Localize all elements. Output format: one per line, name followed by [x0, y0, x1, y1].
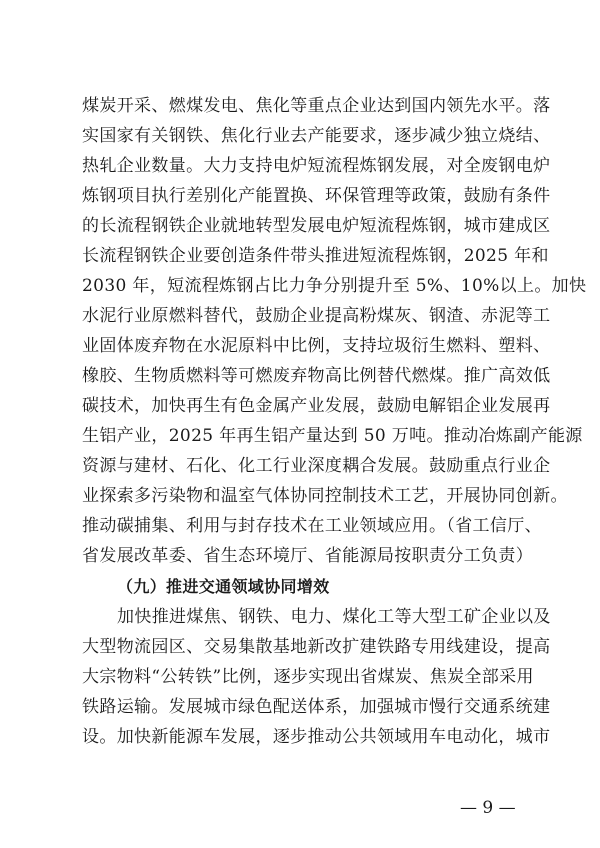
body-text-line: 铁路运输。发展城市绿色配送体系，加强城市慢行交通系统建	[82, 697, 551, 717]
body-text-line: 的长流程钢铁企业就地转型发展电炉短流程炼钢，城市建成区	[82, 216, 551, 236]
body-text-line: 橡胶、生物质燃料等可燃废弃物高比例替代燃煤。推广高效低	[82, 366, 551, 386]
body-text-line: 资源与建材、石化、化工行业深度耦合发展。鼓励重点行业企	[82, 456, 551, 476]
body-text-line: 业探索多污染物和温室气体协同控制技术工艺，开展协同创新。	[82, 486, 568, 506]
body-text-line: 业固体废弃物在水泥原料中比例，支持垃圾衍生燃料、塑料、	[82, 336, 551, 356]
body-text-line: 水泥行业原燃料替代，鼓励企业提高粉煤灰、钢渣、赤泥等工	[82, 306, 551, 326]
body-text-line: 大宗物料“公转铁”比例，逐步实现出省煤炭、焦炭全部采用	[82, 667, 534, 687]
body-text-line: 热轧企业数量。大力支持电炉短流程炼钢发展，对全废钢电炉	[82, 156, 551, 176]
body-text-line: 大型物流园区、交易集散基地新改扩建铁路专用线建设，提高	[82, 637, 551, 657]
body-text-line: 碳技术，加快再生有色金属产业发展，鼓励电解铝企业发展再	[82, 396, 551, 416]
body-text-line: 实国家有关钢铁、焦化行业去产能要求，逐步减少独立烧结、	[82, 126, 551, 146]
body-text-line: 省发展改革委、省生态环境厅、省能源局按职责分工负责）	[82, 546, 534, 566]
body-text-line: 长流程钢铁企业要创造条件带头推进短流程炼钢，2025 年和	[82, 246, 549, 266]
section-heading: （九）推进交通领域协同增效	[117, 577, 330, 596]
body-text-line: 煤炭开采、燃煤发电、焦化等重点企业达到国内领先水平。落	[82, 96, 551, 116]
body-text-line: 设。加快新能源车发展，逐步推动公共领域用车电动化，城市	[82, 727, 551, 747]
body-text-line: 生铝产业，2025 年再生铝产量达到 50 万吨。推动冶炼副产能源	[82, 426, 583, 446]
body-text-line: 炼钢项目执行差别化产能置换、环保管理等政策，鼓励有条件	[82, 186, 551, 206]
body-text-line: 推动碳捕集、利用与封存技术在工业领域应用。（省工信厅、	[82, 516, 542, 536]
body-text-line: 加快推进煤焦、钢铁、电力、煤化工等大型工矿企业以及	[117, 607, 551, 627]
page-number: — 9 —	[460, 798, 516, 818]
body-text-line: 2030 年，短流程炼钢占比力争分别提升至 5%、10%以上。加快	[82, 276, 587, 296]
